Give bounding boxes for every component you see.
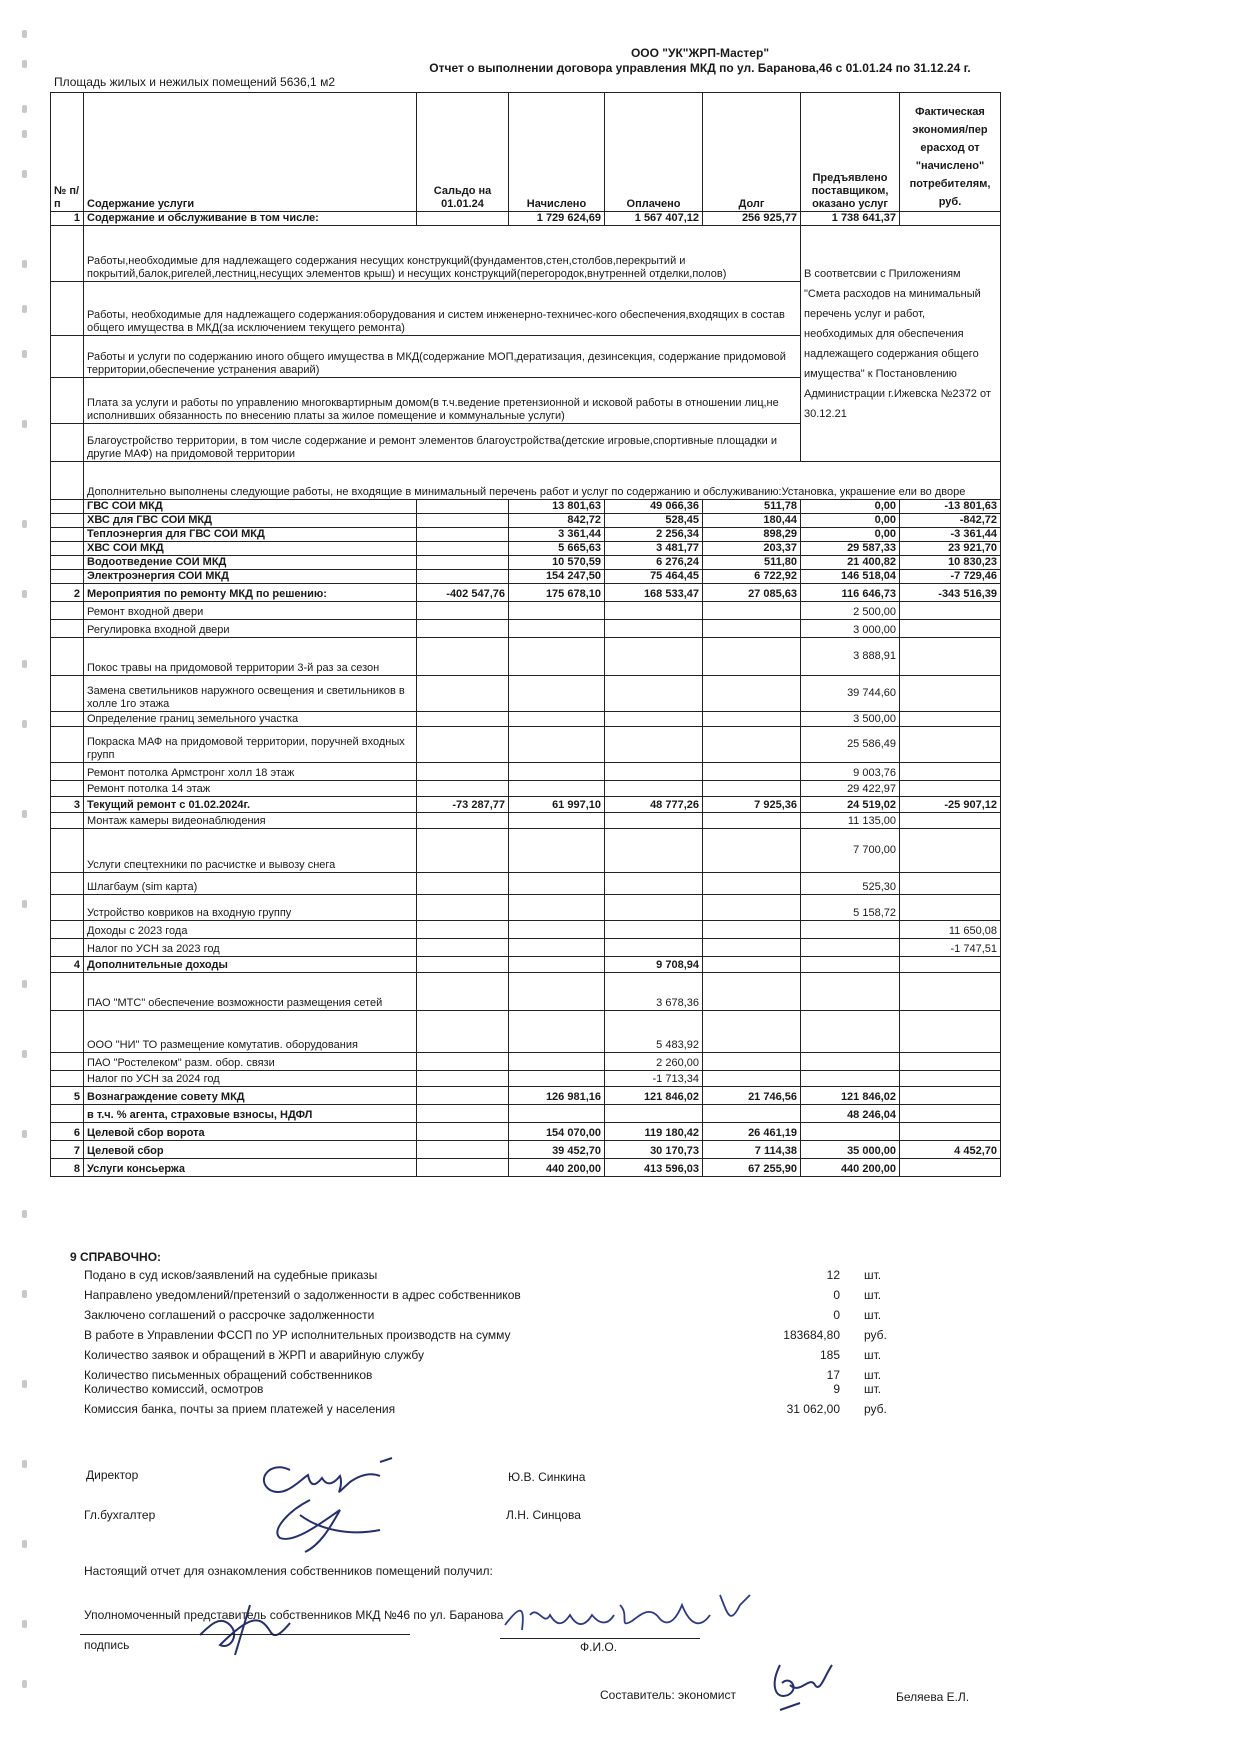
income-item-row bbox=[51, 1071, 1001, 1087]
row-paid: 168 533,47 bbox=[605, 584, 703, 602]
repair-item-row bbox=[51, 829, 1001, 873]
row-name: Содержание и обслуживание в том числе: bbox=[84, 212, 417, 226]
item-presented: 2 500,00 bbox=[801, 602, 900, 620]
row-charged: 1 729 624,69 bbox=[509, 212, 605, 226]
utility-name: Теплоэнергия для ГВС СОИ МКД bbox=[84, 528, 417, 542]
reference-unit: шт. bbox=[864, 1288, 882, 1302]
row-debt: 7 114,38 bbox=[703, 1141, 801, 1159]
utility-name: Водоотведение СОИ МКД bbox=[84, 556, 417, 570]
reference-unit: шт. bbox=[864, 1308, 882, 1322]
item-presented: 525,30 bbox=[801, 873, 900, 895]
reference-unit: руб. bbox=[864, 1402, 887, 1416]
row-debt: 7 925,36 bbox=[703, 797, 801, 813]
row-presented: 1 738 641,37 bbox=[801, 212, 900, 226]
signature-caption: подпись bbox=[84, 1638, 130, 1652]
repair-item-row bbox=[51, 676, 1001, 712]
col-presented: Предъявлено поставщиком, оказано услуг bbox=[801, 93, 900, 212]
row-name: Целевой сбор ворота bbox=[84, 1123, 417, 1141]
utility-row bbox=[51, 500, 1001, 514]
row-paid: 9 708,94 bbox=[605, 957, 703, 973]
col-service: Содержание услуги bbox=[84, 93, 417, 212]
representative-fio-handwriting bbox=[500, 1585, 760, 1645]
row-num: 2 bbox=[51, 584, 84, 602]
reference-label: Подано в суд исков/заявлений на судебные приказы bbox=[84, 1268, 378, 1282]
item-presented: 9 003,76 bbox=[801, 763, 900, 781]
reference-unit: шт. bbox=[864, 1348, 882, 1362]
col-charged: Начислено bbox=[509, 93, 605, 212]
item-paid: -1 713,34 bbox=[605, 1071, 703, 1087]
item-name: Ремонт входной двери bbox=[84, 602, 417, 620]
col-paid: Оплачено bbox=[605, 93, 703, 212]
reference-unit: шт. bbox=[864, 1268, 882, 1282]
scan-edge-marks bbox=[18, 20, 42, 1740]
section-4-row bbox=[51, 957, 1001, 973]
report-title: Отчет о выполнении договора управления МКД по ул. Баранова,46 с 01.01.24 по 31.12.24 г. bbox=[429, 61, 971, 75]
item-name: ООО "НИ" ТО размещение комутатив. оборудования bbox=[84, 1011, 417, 1053]
utility-presented: 0,00 bbox=[801, 500, 900, 514]
utility-row bbox=[51, 556, 1001, 570]
utility-debt: 6 722,92 bbox=[703, 570, 801, 584]
item-paid: 2 260,00 bbox=[605, 1053, 703, 1071]
item-name: ПАО "МТС" обеспечение возможности размещения сетей bbox=[84, 973, 417, 1011]
utility-fact: -13 801,63 bbox=[900, 500, 1001, 514]
item-name: Монтаж камеры видеонаблюдения bbox=[84, 813, 417, 829]
row-debt: 21 746,56 bbox=[703, 1087, 801, 1105]
utility-presented: 146 518,04 bbox=[801, 570, 900, 584]
reference-value: 185 bbox=[819, 1348, 840, 1362]
director-name: Ю.В. Синкина bbox=[508, 1470, 586, 1484]
reference-value: 0 bbox=[833, 1308, 840, 1322]
reference-value: 0 bbox=[833, 1288, 840, 1302]
row-charged: 154 070,00 bbox=[509, 1123, 605, 1141]
row-presented: 35 000,00 bbox=[801, 1141, 900, 1159]
work-text: Плата за услуги и работы по управлению многоквартирным домом(в т.ч.ведение претензионной и исковой работы в отношении лиц,не исполнивших обязанность по внесению платы за жилое помещение и коммунальные услуги) bbox=[84, 378, 801, 424]
col-fact: Фактическая экономия/пер ерасход от "начислено" потребителям, руб. bbox=[900, 93, 1001, 212]
reference-unit: руб. bbox=[864, 1328, 887, 1342]
company-name: ООО "УК"ЖРП-Мастер" bbox=[630, 46, 770, 60]
row-num: 5 bbox=[51, 1087, 84, 1105]
utility-charged: 154 247,50 bbox=[509, 570, 605, 584]
row-name: Вознаграждение совету МКД bbox=[84, 1087, 417, 1105]
item-name: Налог по УСН за 2023 год bbox=[84, 939, 417, 957]
row-saldo: -402 547,76 bbox=[417, 584, 509, 602]
reference-label: Направлено уведомлений/претензий о задолженности в адрес собственников bbox=[84, 1288, 521, 1302]
utility-paid: 6 276,24 bbox=[605, 556, 703, 570]
reference-label: В работе в Управлении ФССП по УР исполнительных производств на сумму bbox=[84, 1328, 511, 1342]
item-presented: 25 586,49 bbox=[801, 727, 900, 763]
row-presented: 24 519,02 bbox=[801, 797, 900, 813]
utility-fact: 10 830,23 bbox=[900, 556, 1001, 570]
reference-value: 17 bbox=[826, 1368, 840, 1382]
item-paid: 5 483,92 bbox=[605, 1011, 703, 1053]
item-name: Покраска МАФ на придомовой территории, поручней входных групп bbox=[84, 727, 417, 763]
work-text: Работы, необходимые для надлежащего содержания:оборудования и систем инженерно-техничес-кого обеспечения,входящих в состав общего имущества в МКД(за исключением текущего ремонта) bbox=[84, 282, 801, 336]
work-row bbox=[51, 226, 1001, 282]
utility-charged: 842,72 bbox=[509, 514, 605, 528]
item-presented: 29 422,97 bbox=[801, 781, 900, 797]
row-presented: 116 646,73 bbox=[801, 584, 900, 602]
row-fact: 4 452,70 bbox=[900, 1141, 1001, 1159]
table-header bbox=[51, 93, 1001, 212]
utility-presented: 0,00 bbox=[801, 514, 900, 528]
work-text: Благоустройство территории, в том числе содержание и ремонт элементов благоустройства(детские игровые,спортивные площадки и другие МАФ) на придомовой территории bbox=[84, 424, 801, 462]
utility-debt: 180,44 bbox=[703, 514, 801, 528]
signature-line bbox=[80, 1634, 410, 1635]
row-saldo: -73 287,77 bbox=[417, 797, 509, 813]
utility-paid: 49 066,36 bbox=[605, 500, 703, 514]
item-name: Ремонт потолка 14 этаж bbox=[84, 781, 417, 797]
row-debt: 26 461,19 bbox=[703, 1123, 801, 1141]
utility-paid: 75 464,45 bbox=[605, 570, 703, 584]
utility-row bbox=[51, 514, 1001, 528]
row-num: 8 bbox=[51, 1159, 84, 1177]
row-charged: 39 452,70 bbox=[509, 1141, 605, 1159]
utility-presented: 0,00 bbox=[801, 528, 900, 542]
col-num: № п/п bbox=[51, 93, 84, 212]
reference-label: Комиссия банка, почты за прием платежей у населения bbox=[84, 1402, 396, 1416]
utility-debt: 203,37 bbox=[703, 542, 801, 556]
item-fact: -1 747,51 bbox=[900, 939, 1001, 957]
representative-text: Уполномоченный представитель собственников МКД №46 по ул. Баранова bbox=[84, 1608, 504, 1622]
repair-item-row bbox=[51, 895, 1001, 921]
work-text: Работы,необходимые для надлежащего содержания несущих конструкций(фундаментов,стен,столбов,перекрытий и покрытий,балок,ригелей,лестниц,несущих элементов крыш) и несущих конструкций(перегородок,внутренней отделки,полов) bbox=[84, 226, 801, 282]
utility-debt: 898,29 bbox=[703, 528, 801, 542]
section-8-row bbox=[51, 1159, 1001, 1177]
row-paid: 48 777,26 bbox=[605, 797, 703, 813]
utility-charged: 10 570,59 bbox=[509, 556, 605, 570]
section-2-row bbox=[51, 584, 1001, 602]
utility-debt: 511,78 bbox=[703, 500, 801, 514]
fio-line bbox=[500, 1638, 700, 1639]
income-item-row bbox=[51, 1011, 1001, 1053]
composer-signature-icon bbox=[760, 1655, 840, 1715]
utility-charged: 5 665,63 bbox=[509, 542, 605, 556]
repair-item-row bbox=[51, 712, 1001, 727]
director-signature-icon bbox=[230, 1440, 430, 1560]
utility-paid: 2 256,34 bbox=[605, 528, 703, 542]
reference-value: 12 bbox=[826, 1268, 840, 1282]
representative-signature-icon bbox=[190, 1595, 310, 1665]
row-debt: 27 085,63 bbox=[703, 584, 801, 602]
reference-label: Количество заявок и обращений в ЖРП и аварийную службу bbox=[84, 1348, 424, 1362]
item-name: Доходы с 2023 года bbox=[84, 921, 417, 939]
row-num: 1 bbox=[51, 212, 84, 226]
reference-label: Количество комиссий, осмотров bbox=[84, 1382, 264, 1396]
item-presented: 3 888,91 bbox=[801, 638, 900, 676]
row-presented: 121 846,02 bbox=[801, 1087, 900, 1105]
income-item-row bbox=[51, 973, 1001, 1011]
works-note: В соответсвии с Приложениям "Смета расходов на минимальный перечень услуг и работ, необходимых для обеспечения надлежащего содержания общего имущества" к Постановлению Администрации г.Ижевска №2372 от 30.12.21 bbox=[801, 226, 1001, 462]
item-presented: 39 744,60 bbox=[801, 676, 900, 712]
reference-row bbox=[84, 1402, 944, 1418]
repair-item-row bbox=[51, 763, 1001, 781]
fio-caption: Ф.И.О. bbox=[580, 1640, 618, 1654]
utility-charged: 3 361,44 bbox=[509, 528, 605, 542]
income-item-row bbox=[51, 1053, 1001, 1071]
utility-charged: 13 801,63 bbox=[509, 500, 605, 514]
section-6-row bbox=[51, 1123, 1001, 1141]
utility-name: ХВС для ГВС СОИ МКД bbox=[84, 514, 417, 528]
work-row bbox=[51, 462, 1001, 500]
tax-row bbox=[51, 939, 1001, 957]
item-name: Определение границ земельного участка bbox=[84, 712, 417, 727]
row-name: Услуги консьержа bbox=[84, 1159, 417, 1177]
utility-fact: -3 361,44 bbox=[900, 528, 1001, 542]
reference-value: 183684,80 bbox=[783, 1328, 840, 1342]
item-name: Замена светильников наружного освещения и светильников в холле 1го этажа bbox=[84, 676, 417, 712]
row-presented: 440 200,00 bbox=[801, 1159, 900, 1177]
row-paid: 119 180,42 bbox=[605, 1123, 703, 1141]
work-text: Дополнительно выполнены следующие работы, не входящие в минимальный перечень работ и услуг по содержанию и обслуживанию:Установка, украшение ели во дворе bbox=[84, 462, 1001, 500]
row-fact: -343 516,39 bbox=[900, 584, 1001, 602]
row-fact: -25 907,12 bbox=[900, 797, 1001, 813]
row-name: Целевой сбор bbox=[84, 1141, 417, 1159]
item-presented: 3 500,00 bbox=[801, 712, 900, 727]
utility-row bbox=[51, 542, 1001, 556]
utility-fact: -842,72 bbox=[900, 514, 1001, 528]
reference-title: 9 СПРАВОЧНО: bbox=[70, 1250, 162, 1264]
accountant-label: Гл.бухгалтер bbox=[84, 1508, 156, 1522]
row-debt: 67 255,90 bbox=[703, 1159, 801, 1177]
section-1-row bbox=[51, 212, 1001, 226]
utility-paid: 3 481,77 bbox=[605, 542, 703, 556]
row-charged: 126 981,16 bbox=[509, 1087, 605, 1105]
item-paid: 3 678,36 bbox=[605, 973, 703, 1011]
reference-row bbox=[84, 1328, 944, 1344]
item-name: в т.ч. % агента, страховые взносы, НДФЛ bbox=[84, 1105, 417, 1123]
row-charged: 175 678,10 bbox=[509, 584, 605, 602]
row-paid: 1 567 407,12 bbox=[605, 212, 703, 226]
repair-item-row bbox=[51, 813, 1001, 829]
area-caption: Площадь жилых и нежилых помещений 5636,1 м2 bbox=[54, 75, 335, 89]
row-name: Мероприятия по ремонту МКД по решению: bbox=[84, 584, 417, 602]
repair-item-row bbox=[51, 620, 1001, 638]
reference-unit: шт. bbox=[864, 1368, 882, 1382]
reference-label: Заключено соглашений о рассрочке задолженности bbox=[84, 1308, 375, 1322]
repair-item-row bbox=[51, 781, 1001, 797]
item-name: ПАО "Ростелеком" разм. обор. связи bbox=[84, 1053, 417, 1071]
item-name: Покос травы на придомовой территории 3-й раз за сезон bbox=[84, 638, 417, 676]
item-presented: 3 000,00 bbox=[801, 620, 900, 638]
reference-value: 31 062,00 bbox=[786, 1402, 840, 1416]
row-debt: 256 925,77 bbox=[703, 212, 801, 226]
utility-paid: 528,45 bbox=[605, 514, 703, 528]
item-name: Устройство ковриков на входную группу bbox=[84, 895, 417, 921]
item-name: Шлагбаум (sim карта) bbox=[84, 873, 417, 895]
row-num: 7 bbox=[51, 1141, 84, 1159]
row-charged: 440 200,00 bbox=[509, 1159, 605, 1177]
item-presented: 7 700,00 bbox=[801, 829, 900, 873]
reference-row bbox=[84, 1348, 944, 1364]
utility-row bbox=[51, 528, 1001, 542]
row-num: 6 bbox=[51, 1123, 84, 1141]
utility-name: ХВС СОИ МКД bbox=[84, 542, 417, 556]
item-fact: 11 650,08 bbox=[900, 921, 1001, 939]
reference-unit: шт. bbox=[864, 1382, 882, 1396]
item-name: Ремонт потолка Армстронг холл 18 этаж bbox=[84, 763, 417, 781]
row-num: 4 bbox=[51, 957, 84, 973]
director-label: Директор bbox=[86, 1468, 139, 1482]
reference-row bbox=[84, 1308, 944, 1324]
item-presented: 11 135,00 bbox=[801, 813, 900, 829]
row-paid: 413 596,03 bbox=[605, 1159, 703, 1177]
utility-presented: 29 587,33 bbox=[801, 542, 900, 556]
utility-name: Электроэнергия СОИ МКД bbox=[84, 570, 417, 584]
row-paid: 121 846,02 bbox=[605, 1087, 703, 1105]
repair-item-row bbox=[51, 638, 1001, 676]
utility-name: ГВС СОИ МКД bbox=[84, 500, 417, 514]
composer-label: Составитель: экономист bbox=[600, 1688, 736, 1702]
col-debt: Долг bbox=[703, 93, 801, 212]
row-name: Текущий ремонт с 01.02.2024г. bbox=[84, 797, 417, 813]
section-5-row bbox=[51, 1087, 1001, 1105]
item-name: Налог по УСН за 2024 год bbox=[84, 1071, 417, 1087]
reference-label: Количество письменных обращений собственников bbox=[84, 1368, 373, 1382]
reference-row bbox=[84, 1268, 944, 1284]
item-name: Регулировка входной двери bbox=[84, 620, 417, 638]
row-name: Дополнительные доходы bbox=[84, 957, 417, 973]
item-presented: 5 158,72 bbox=[801, 895, 900, 921]
reference-value: 9 bbox=[833, 1382, 840, 1396]
item-name: Услуги спецтехники по расчистке и вывозу снега bbox=[84, 829, 417, 873]
reference-row bbox=[84, 1382, 944, 1398]
section-3-row bbox=[51, 797, 1001, 813]
utility-fact: 23 921,70 bbox=[900, 542, 1001, 556]
section-7-row bbox=[51, 1141, 1001, 1159]
section-5-sub-row bbox=[51, 1105, 1001, 1123]
utility-debt: 511,80 bbox=[703, 556, 801, 570]
composer-name: Беляева Е.Л. bbox=[896, 1690, 970, 1704]
reference-row bbox=[84, 1288, 944, 1304]
accountant-name: Л.Н. Синцова bbox=[506, 1508, 581, 1522]
utility-fact: -7 729,46 bbox=[900, 570, 1001, 584]
row-charged: 61 997,10 bbox=[509, 797, 605, 813]
work-text: Работы и услуги по содержанию иного общего имущества в МКД(содержание МОП,дератизация, дезинсекция, содержание придомовой территории,обеспечение устранения аварий) bbox=[84, 336, 801, 378]
repair-item-row bbox=[51, 873, 1001, 895]
row-paid: 30 170,73 bbox=[605, 1141, 703, 1159]
row-num: 3 bbox=[51, 797, 84, 813]
report-table bbox=[50, 92, 1001, 1177]
repair-item-row bbox=[51, 727, 1001, 763]
received-text: Настоящий отчет для ознакомления собственников помещений получил: bbox=[84, 1564, 493, 1578]
utility-row bbox=[51, 570, 1001, 584]
item-presented: 48 246,04 bbox=[801, 1105, 900, 1123]
utility-presented: 21 400,82 bbox=[801, 556, 900, 570]
col-saldo: Сальдо на 01.01.24 bbox=[417, 93, 509, 212]
income-row bbox=[51, 921, 1001, 939]
repair-item-row bbox=[51, 602, 1001, 620]
